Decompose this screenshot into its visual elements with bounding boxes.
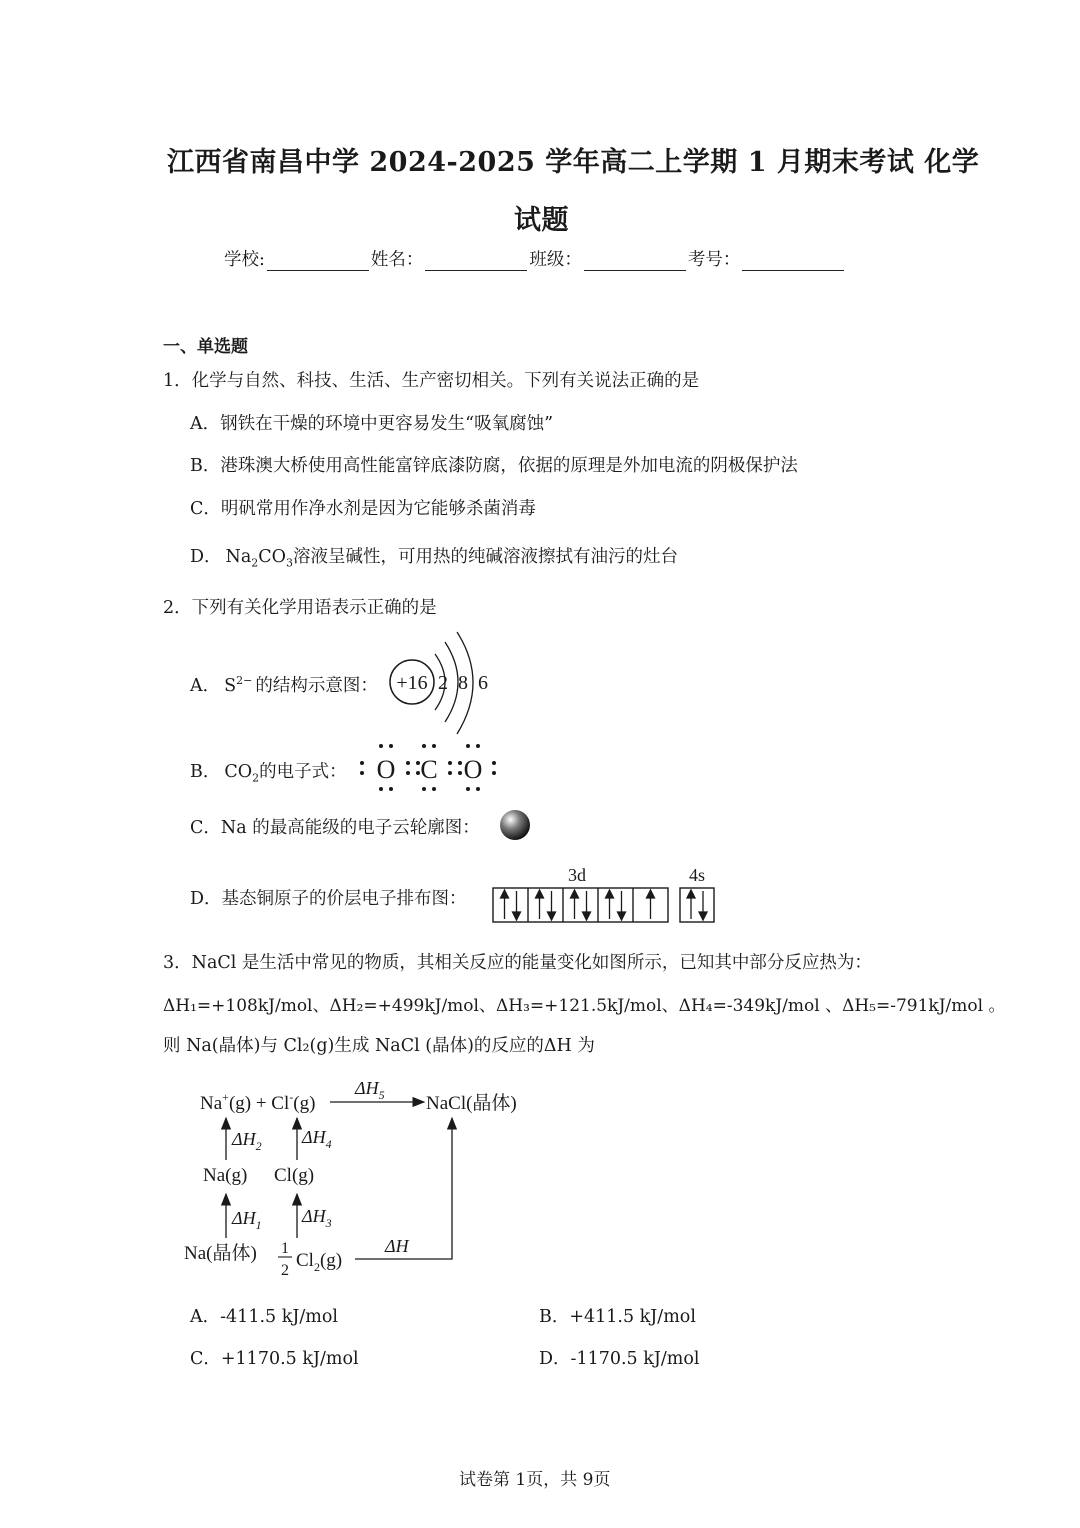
fraction-numerator: 1 <box>281 1240 289 1257</box>
cu-orbital-diagram <box>490 862 720 926</box>
name-blank[interactable] <box>425 254 527 271</box>
s-orbital-sphere <box>498 808 532 842</box>
q1-option-a: A．钢铁在干燥的环境中更容易发生“吸氧腐蚀” <box>190 414 554 434</box>
label-4s: 4s <box>688 865 706 885</box>
electron-spin-arrows <box>501 890 708 920</box>
q1-d-text: 溶液呈碱性，可用热的纯碱溶液擦拭有油污的灶台 <box>293 547 679 567</box>
q3-stem-line2: ΔH₁=+108kJ/mol、ΔH₂=+499kJ/mol、ΔH₃=+121.5kJ/mol、ΔH₄=-349kJ/mol 、ΔH₅=-791kJ/mol 。 <box>163 996 1006 1016</box>
q2-a-ion: S <box>224 676 237 696</box>
q2-a-text: 的结构示意图： <box>255 676 378 696</box>
q3-stem-line3: 则 Na(晶体)与 Cl₂(g)生成 NaCl (晶体)的反应的ΔH 为 <box>163 1036 595 1056</box>
sulfide-structure-diagram <box>385 630 495 738</box>
shell-count-2: 8 <box>458 672 468 694</box>
q3-option-d: D．-1170.5 kJ/mol <box>539 1349 700 1369</box>
school-blank[interactable] <box>267 254 369 271</box>
cl2-g: $Cl_2(g)$ <box>296 1250 343 1274</box>
q2-b-prefix: B． <box>190 762 221 782</box>
q1-d-sub1: 2 <box>251 556 259 570</box>
label-3d: 3d <box>568 865 586 885</box>
q1-stem: 1．化学与自然、科技、生活、生产密切相关。下列有关说法正确的是 <box>163 371 700 391</box>
label-dh4: $\Delta H_4$ <box>302 1127 332 1151</box>
q3-stem-line1: 3．NaCl 是生活中常见的物质，其相关反应的能量变化如图所示，已知其中部分反应热为： <box>163 953 872 973</box>
orbital-boxes <box>493 888 714 922</box>
q3-option-b: B．+411.5 kJ/mol <box>539 1307 696 1327</box>
q3-option-c: C．+1170.5 kJ/mol <box>190 1349 359 1369</box>
class-blank[interactable] <box>584 254 686 271</box>
q2-b-sub: 2 <box>252 771 260 785</box>
q2-option-b <box>190 758 347 785</box>
nacl-crystal: NaCl(晶体) <box>426 1093 517 1114</box>
exam-no-label: 考号： <box>687 250 741 270</box>
label-dh-overall: ΔH <box>385 1236 409 1256</box>
label-dh5: $\Delta H_5$ <box>355 1078 385 1102</box>
page-footer: 试卷第 1页，共 9页 <box>459 1470 611 1490</box>
q1-option-c: C．明矾常用作净水剂是因为它能够杀菌消毒 <box>190 499 536 519</box>
atom-o-left: O <box>376 755 396 784</box>
na-g: Na(g) <box>203 1165 248 1186</box>
shell-count-1: 2 <box>438 672 448 694</box>
q2-option-d: D．基态铜原子的价层电子排布图： <box>190 889 467 909</box>
q1-option-b: B．港珠澳大桥使用高性能富锌底漆防腐，依据的原理是外加电流的阴极保护法 <box>190 456 798 476</box>
cl-g: Cl(g) <box>274 1165 315 1186</box>
atom-c: C <box>420 755 438 784</box>
q2-b-formula: CO <box>224 762 253 782</box>
q2-option-c: C．Na 的最高能级的电子云轮廓图： <box>190 818 480 838</box>
class-label: 班级： <box>529 250 582 270</box>
school-label: 学校: <box>224 250 265 270</box>
fraction-denominator: 2 <box>281 1262 289 1279</box>
exam-no-blank[interactable] <box>742 254 844 271</box>
label-dh1: $\Delta H_1$ <box>232 1208 262 1232</box>
section-heading: 一、单选题 <box>163 337 248 357</box>
q2-option-a <box>190 672 378 697</box>
q3-option-a: A．-411.5 kJ/mol <box>190 1307 338 1327</box>
q1-d-sub2: 3 <box>286 556 294 570</box>
label-dh3: $\Delta H_3$ <box>302 1206 332 1230</box>
q2-stem: 2．下列有关化学用语表示正确的是 <box>163 598 437 618</box>
q2-b-text: 的电子式： <box>259 762 347 782</box>
name-label: 姓名： <box>370 250 424 270</box>
atom-o-right: O <box>463 755 483 784</box>
q1-d-formula2: CO <box>258 547 287 567</box>
q1-d-formula: Na <box>225 547 252 567</box>
born-haber-cycle-diagram <box>180 1070 540 1285</box>
q1-d-prefix: D． <box>190 547 222 567</box>
nucleus-charge: +16 <box>396 672 428 694</box>
page-title: 江西省南昌中学 2024-2025 学年高二上学期 1 月期末考试 化学 <box>167 147 980 178</box>
shell-count-3: 6 <box>478 672 488 694</box>
page-title-line2: 试题 <box>514 205 569 236</box>
q1-option-d <box>190 543 678 570</box>
info-fields <box>224 246 846 271</box>
co2-electron-formula <box>350 740 505 795</box>
q2-a-charge: 2− <box>236 674 253 688</box>
q2-a-prefix: A． <box>190 676 221 696</box>
na-plus-g: Na+(g) + Cl-(g) <box>200 1090 316 1114</box>
na-crystal: Na(晶体) <box>184 1243 257 1264</box>
label-dh2: $\Delta H_2$ <box>232 1129 262 1153</box>
